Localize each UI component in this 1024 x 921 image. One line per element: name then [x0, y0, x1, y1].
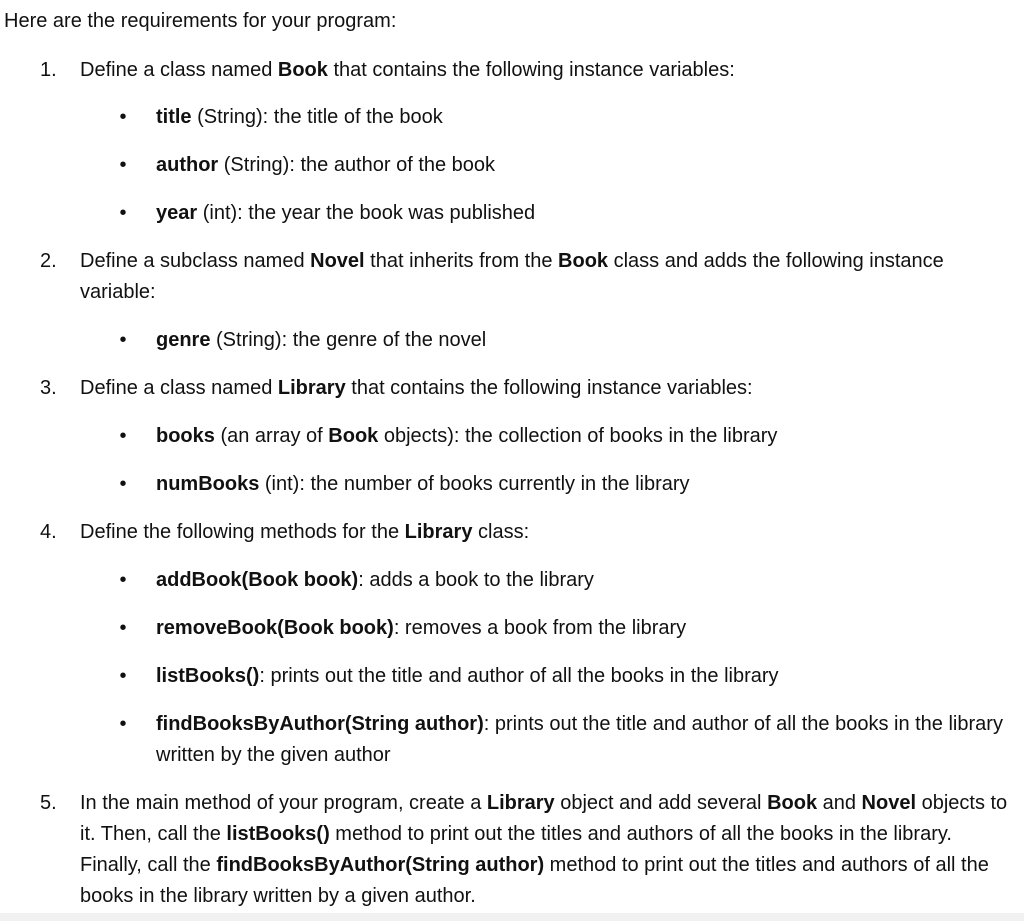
class-name: Book: [277, 59, 328, 81]
method-signature: findBooksByAuthor(String author): [156, 713, 484, 735]
bullet-item: • books (an array of Book objects): the collection of books in the library: [116, 421, 1011, 452]
page-bottom-edge: [0, 913, 1024, 921]
class-name: Novel: [310, 250, 365, 272]
bullet-item: • removeBook(Book book): removes a book from the library: [116, 613, 1011, 644]
variable-name: author: [156, 154, 219, 176]
bullet-glyph: •: [119, 713, 127, 735]
bullet-item: • author (String): the author of the book: [116, 150, 1011, 181]
variable-name: genre: [156, 329, 211, 351]
method-signature: findBooksByAuthor(String author): [216, 854, 545, 876]
item-text: Define the following methods for the Library class:: [80, 521, 530, 543]
item-number: 2.: [40, 250, 57, 272]
class-name: Library: [404, 521, 473, 543]
bullet-glyph: •: [119, 106, 127, 128]
bullet-item: • addBook(Book book): adds a book to the library: [116, 565, 1011, 596]
bullet-glyph: •: [119, 617, 127, 639]
requirement-item-4: [40, 517, 1015, 548]
class-name: Book: [767, 792, 818, 814]
bullet-item: • listBooks(): prints out the title and author of all the books in the library: [116, 661, 1011, 692]
requirement-item-5: [40, 788, 1015, 912]
item-number: 5.: [40, 792, 57, 814]
method-signature: listBooks(): [226, 823, 330, 845]
item-text: Define a subclass named Novel that inherits from the Book class and adds the following instance variable:: [80, 250, 944, 303]
method-signature: removeBook(Book book): [156, 617, 394, 639]
intro-text: Here are the requirements for your program:: [4, 10, 397, 32]
class-name: Library: [277, 377, 346, 399]
requirement-item-2: [40, 246, 1015, 308]
bullet-item: • title (String): the title of the book: [116, 102, 1011, 133]
item-text: Define a class named Book that contains the following instance variables:: [80, 59, 735, 81]
class-name: Book: [558, 250, 609, 272]
requirement-item-3: [40, 373, 1015, 404]
variable-name: year: [156, 202, 198, 224]
class-name: Library: [486, 792, 555, 814]
bullet-glyph: •: [119, 569, 127, 591]
item-number: 3.: [40, 377, 57, 399]
requirement-item-1: [40, 55, 1015, 86]
item-number: 1.: [40, 59, 57, 81]
item-number: 4.: [40, 521, 57, 543]
class-name: Novel: [861, 792, 917, 814]
bullet-item: • genre (String): the genre of the novel: [116, 325, 1011, 356]
item-text: Define a class named Library that contains the following instance variables:: [80, 377, 753, 399]
bullet-item: • year (int): the year the book was published: [116, 198, 1011, 229]
bullet-glyph: •: [119, 473, 127, 495]
bullet-glyph: •: [119, 202, 127, 224]
bullet-item: • numBooks (int): the number of books currently in the library: [116, 469, 1011, 500]
bullet-item: • findBooksByAuthor(String author): prints out the title and author of all the books in the library written by the given author: [116, 709, 1011, 771]
bullet-glyph: •: [119, 425, 127, 447]
method-signature: addBook(Book book): [156, 569, 359, 591]
bullet-glyph: •: [119, 329, 127, 351]
method-signature: listBooks(): [156, 665, 260, 687]
variable-name: books: [156, 425, 215, 447]
bullet-glyph: •: [119, 665, 127, 687]
variable-name: numBooks: [156, 473, 260, 495]
bullet-glyph: •: [119, 154, 127, 176]
class-name: Book: [328, 425, 379, 447]
item-text: In the main method of your program, create a Library object and add several Book and Novel objects to it. Then, call the listBooks() method to print out the titles and authors of all the books in the library. Finally, call the findBooksByAuthor(String author) method to print out the titles and authors of all the books in the library written by a given author.: [80, 792, 1008, 907]
variable-name: title: [156, 106, 192, 128]
